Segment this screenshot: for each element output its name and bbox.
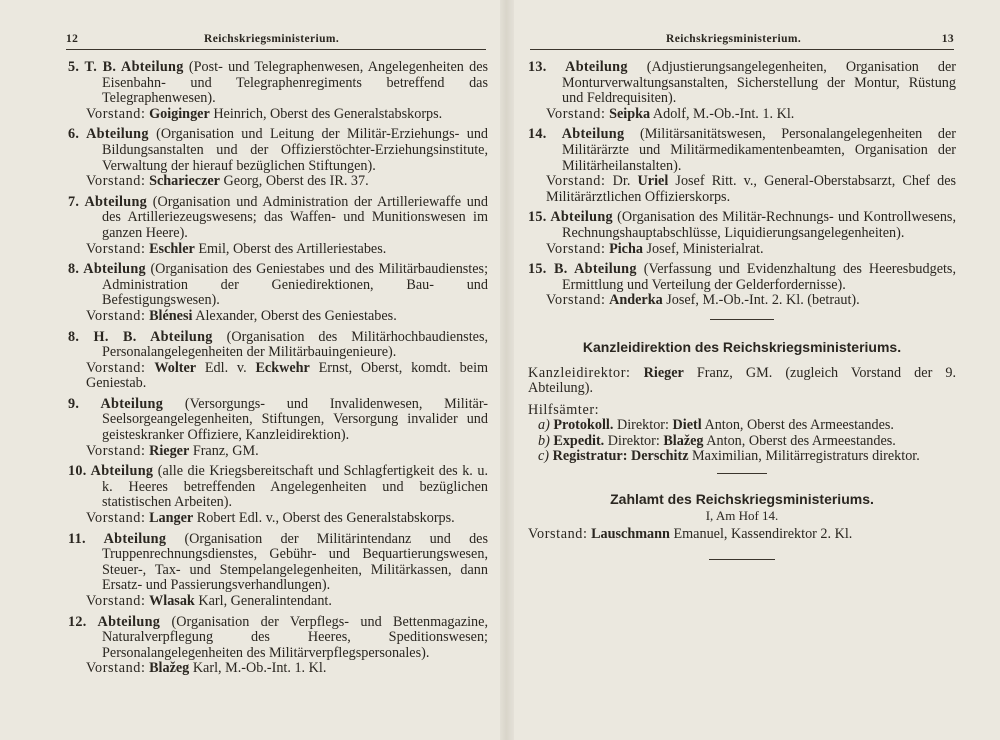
vorstand-surname: Anderka <box>609 292 663 309</box>
hilfsamt-details: Maximilian, Militärregistraturs direktor. <box>692 448 920 465</box>
zahlamt-vorstand-label: Vorstand: <box>528 526 588 543</box>
hilfsamt-person: Derschitz <box>630 448 689 465</box>
abteilung-entry <box>68 464 488 526</box>
left-page-number: 12 <box>66 33 79 45</box>
abteilung-description <box>528 127 956 174</box>
vorstand-details: Josef, M.-Ob.-Int. 2. Kl. (betraut). <box>666 292 860 309</box>
abteilung-scope: (Organisation des Militär-Rechnungs- und Kontrollwesens, Rechnungshauptabschlüsse, Liquidierungsangelegenheiten). <box>562 209 957 241</box>
abteilung-vorstand <box>68 511 488 527</box>
abteilung-scope: (Versorgungs- und Invalidenwesen, Militär-Seelsorgeangelegenheiten, Stiftungen, Versorgung invalider und geisteskranker Offiziere, Kanzleidirektion). <box>102 395 489 444</box>
abteilung-heading: 5. T. B. Abteilung <box>68 59 184 75</box>
vorstand-details: Karl, Generalintendant. <box>198 593 332 609</box>
vorstand-details: Adolf, M.-Ob.-Int. 1. Kl. <box>652 105 795 122</box>
right-header-rule <box>530 49 954 50</box>
hilfsamt-item <box>528 418 956 434</box>
abteilung-entry <box>68 195 488 257</box>
vorstand-surname: Wlasak <box>149 593 195 609</box>
left-page-header <box>66 33 486 47</box>
vorstand-details: Josef, Ministerialrat. <box>646 240 764 257</box>
abteilung-vorstand <box>528 293 956 309</box>
vorstand-label: Vorstand: <box>86 442 146 459</box>
abteilung-entry <box>528 60 956 122</box>
abteilung-description <box>68 127 488 174</box>
hilfsaemter-list <box>528 418 956 465</box>
abteilung-vorstand <box>528 174 956 205</box>
abteilung-entry <box>528 262 956 309</box>
abteilung-heading: 10. Abteilung <box>68 463 154 480</box>
abteilung-scope: (Post- und Telegraphenwesen, Angelegenheiten des Eisenbahn- und Telegraphenregiments betreffend das Telegraphenwesen). <box>102 59 489 107</box>
abteilung-description <box>68 60 488 107</box>
vorstand-label: Vorstand: <box>86 105 146 122</box>
abteilung-entry <box>68 262 488 324</box>
vorstand-surname: Seipka <box>609 105 651 122</box>
abteilung-scope: (Militärsanitätswesen, Personalangelegenheiten der Militärärzte und Militärmedikamentenbeamten, Organisation der Militärheilanstalten). <box>562 126 956 174</box>
vorstand-details: Franz, GM. <box>192 442 259 459</box>
vorstand-surname: Blénesi <box>149 307 193 324</box>
abteilung-vorstand <box>68 107 488 123</box>
hilfsamt-letter: c) <box>538 448 550 465</box>
abteilung-description <box>528 60 956 107</box>
vorstand-label: Vorstand: <box>546 292 606 309</box>
hilfsamt-letter: b) <box>538 432 550 449</box>
abteilung-description <box>68 330 488 361</box>
right-page <box>514 0 1000 740</box>
abteilung-heading: 8. H. B. Abteilung <box>68 328 213 345</box>
vorstand-label: Vorstand: <box>86 359 146 376</box>
vorstand-label: Vorstand: <box>546 105 606 122</box>
hilfsaemter-label: Hilfsämter: <box>528 401 600 418</box>
abteilung-description <box>68 195 488 242</box>
vorstand-surname: Uriel <box>637 173 669 190</box>
abteilung-vorstand <box>68 309 488 325</box>
left-header-rule <box>66 49 486 50</box>
section-divider <box>710 319 774 320</box>
vorstand-surname: Wolter <box>154 359 197 376</box>
right-page-number: 13 <box>941 33 954 45</box>
abteilung-scope: (Organisation und Administration der Artilleriewaffe und des Artilleriezeugswesens; das Waffen- und Munitionswesen im ganzen Heere). <box>102 193 488 241</box>
section-divider-2 <box>717 473 767 474</box>
abteilung-scope: (alle die Kriegsbereitschaft und Schlagfertigkeit des k. u. k. Heeres betreffenden Angelegenheiten und bezüglichen statistischen Arbeiten). <box>102 463 488 511</box>
abteilung-entry <box>68 60 488 122</box>
vorstand-middle: Edl. v. <box>204 359 247 376</box>
abteilung-heading: 13. Abteilung <box>528 59 628 75</box>
hilfsamt-role: Direktor: <box>607 432 660 449</box>
abteilung-heading: 9. Abteilung <box>68 395 164 412</box>
abteilung-entry <box>528 210 956 257</box>
abteilung-heading: 14. Abteilung <box>528 126 625 143</box>
abteilung-scope: (Verfassung und Evidenzhaltung des Heeresbudgets, Ermittlung und Verteilung der Gelderfordernisse). <box>562 261 957 293</box>
hilfsamt-name: Expedit. <box>553 432 605 449</box>
section-divider-3 <box>709 559 775 560</box>
left-page-body <box>68 60 488 682</box>
vorstand-surname: Scharieczer <box>149 173 220 190</box>
abteilung-vorstand <box>528 107 956 123</box>
abteilung-vorstand <box>68 174 488 190</box>
abteilung-scope: (Organisation der Militärintendanz und des Truppenrechnungsdienstes, Gebühr- und Bequartierungswesen, Steuer-, Tax- und Stempelangelegenheiten, Militärkassen, dann Ersatz- und Passierungsverhandlungen). <box>102 530 488 594</box>
left-running-head: Reichskriegsministerium. <box>204 33 340 45</box>
vorstand-surname: Rieger <box>149 442 190 459</box>
abteilung-scope: (Organisation des Militärhochbaudienstes, Personalangelegenheiten der Militärbauingenieure). <box>102 328 489 361</box>
vorstand-label: Vorstand: <box>86 307 146 324</box>
kanzlei-director-name: Rieger <box>643 364 684 381</box>
hilfsamt-person: Dietl <box>672 417 702 434</box>
abteilung-heading: 8. Abteilung <box>68 261 146 278</box>
hilfsamt-name: Protokoll. <box>553 417 614 434</box>
vorstand-details: Josef Ritt. v., General-Oberstabsarzt, Chef des Militärärztlichen Offizierskorps. <box>546 173 957 205</box>
zahlamt-address: I, Am Hof 14. <box>705 507 779 523</box>
hilfsamt-letter: a) <box>538 417 550 434</box>
abteilung-description <box>68 262 488 309</box>
zahlamt-vorstand-name: Lauschmann <box>591 526 670 543</box>
right-entries <box>528 60 956 309</box>
vorstand-details: Ernst, Oberst, komdt. beim Geniestab. <box>86 359 489 392</box>
hilfsamt-details: Anton, Oberst des Armeestandes. <box>706 432 896 449</box>
right-page-header <box>530 33 954 47</box>
hilfsamt-details: Anton, Oberst des Armeestandes. <box>704 417 894 434</box>
right-running-head: Reichskriegsministerium. <box>666 33 802 45</box>
abteilung-scope: (Organisation und Leitung der Militär-Erziehungs- und Bildungsanstalten und der Offizierstöchter-Erziehungsinstitute, Verwaltung der hierauf bezüglichen Stiftungen). <box>102 126 489 174</box>
abteilung-heading: 11. Abteilung <box>68 530 167 547</box>
zahlamt-vorstand <box>528 527 956 543</box>
abteilung-vorstand <box>68 594 488 610</box>
abteilung-vorstand <box>68 444 488 460</box>
abteilung-vorstand <box>68 242 488 258</box>
kanzlei-title: Kanzleidirektion des Reichskriegsministeriums. <box>582 338 902 355</box>
vorstand-surname: Blažeg <box>149 660 190 677</box>
vorstand-prefix: Dr. <box>612 173 631 190</box>
abteilung-description <box>68 464 488 511</box>
book-gutter <box>500 0 514 740</box>
hilfsamt-person: Blažeg <box>663 432 704 449</box>
abteilung-description <box>68 615 488 662</box>
hilfsamt-item <box>528 434 956 450</box>
hilfsamt-item <box>528 449 956 465</box>
vorstand-details: Emil, Oberst des Artilleriestabes. <box>198 240 387 257</box>
abteilung-entry <box>68 127 488 189</box>
abteilung-vorstand <box>528 242 956 258</box>
abteilung-heading: 12. Abteilung <box>68 613 161 630</box>
abteilung-heading: 15. Abteilung <box>528 209 613 226</box>
abteilung-vorstand <box>68 661 488 677</box>
vorstand-surname: Langer <box>149 510 194 527</box>
abteilung-entry <box>528 127 956 205</box>
zahlamt-title: Zahlamt des Reichskriegsministeriums. <box>610 491 874 508</box>
abteilung-description <box>528 262 956 293</box>
abteilung-description <box>528 210 956 241</box>
abteilung-heading: 7. Abteilung <box>68 193 148 210</box>
vorstand-label: Vorstand: <box>86 510 146 527</box>
kanzlei-director-label: Kanzleidirektor: <box>528 364 631 381</box>
vorstand-details: Alexander, Oberst des Geniestabes. <box>195 307 397 324</box>
abteilung-entry <box>68 330 488 392</box>
right-page-body <box>528 60 956 560</box>
hilfsamt-role: Direktor: <box>616 417 669 434</box>
vorstand-label: Vorstand: <box>86 240 146 257</box>
vorstand-label: Vorstand: <box>86 660 146 677</box>
hilfsamt-name: Registratur: <box>552 448 628 465</box>
vorstand-surname: Picha <box>609 240 643 257</box>
vorstand-surname: Eschler <box>149 240 195 257</box>
abteilung-scope: (Organisation der Verpflegs- und Bettenmagazine, Naturalverpflegung des Heeres, Speditionswesen; Personalangelegenheiten des Militärverpflegspersonales). <box>102 613 488 661</box>
abteilung-description <box>68 397 488 444</box>
vorstand-details: Georg, Oberst des IR. 37. <box>223 173 369 190</box>
abteilung-entry <box>68 615 488 677</box>
vorstand-surname-2: Eckwehr <box>255 359 310 376</box>
kanzlei-director-rest: Franz, GM. (zugleich Vorstand der 9. Abteilung). <box>528 364 957 397</box>
vorstand-label: Vorstand: <box>546 240 606 257</box>
zahlamt-vorstand-rest: Emanuel, Kassendirektor 2. Kl. <box>673 526 853 543</box>
vorstand-label: Vorstand: <box>86 173 146 190</box>
vorstand-details: Karl, M.-Ob.-Int. 1. Kl. <box>192 660 327 677</box>
abteilung-scope: (Adjustierungsangelegenheiten, Organisation der Monturverwaltungsanstalten, Sicherstellung der Montur, Rüstung und Feldrequisiten). <box>562 59 956 107</box>
vorstand-surname: Goiginger <box>149 105 210 122</box>
abteilung-entry <box>68 397 488 459</box>
abteilung-description <box>68 532 488 594</box>
vorstand-details: Heinrich, Oberst des Generalstabskorps. <box>213 105 443 122</box>
vorstand-label: Vorstand: <box>546 173 606 190</box>
abteilung-scope: (Organisation des Geniestabes und des Militärbaudienstes; Administration der Geniedirektionen, Bau- und Befestigungswesen). <box>102 261 489 309</box>
vorstand-details: Robert Edl. v., Oberst des Generalstabskorps. <box>196 510 455 527</box>
abteilung-heading: 15. B. Abteilung <box>528 261 637 278</box>
abteilung-heading: 6. Abteilung <box>68 126 149 143</box>
kanzlei-director <box>528 366 956 397</box>
abteilung-entry <box>68 532 488 610</box>
vorstand-label: Vorstand: <box>86 593 146 609</box>
abteilung-vorstand <box>68 361 488 392</box>
